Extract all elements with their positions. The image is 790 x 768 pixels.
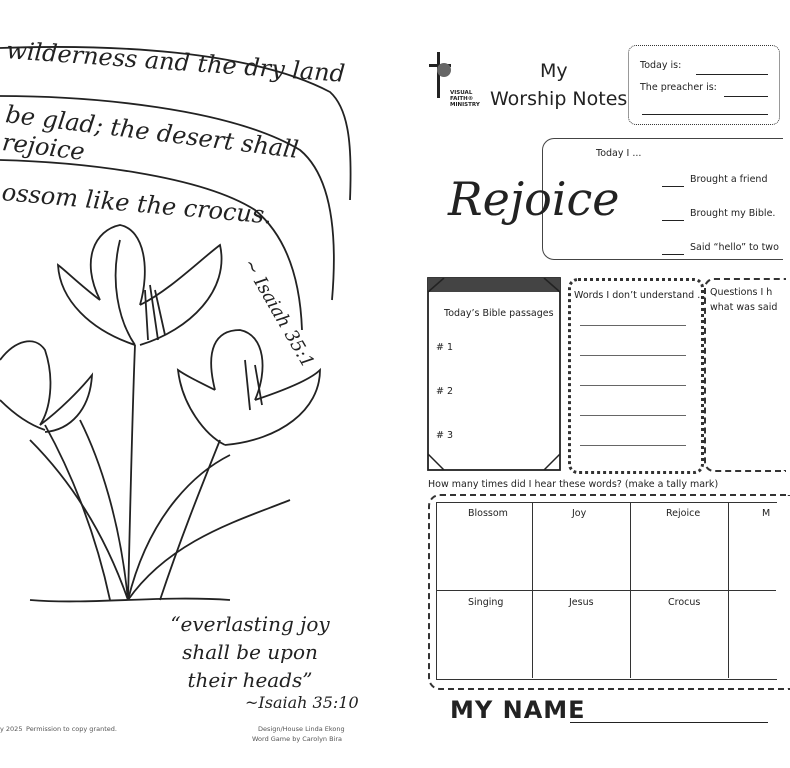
tally-divider-v2 [630,502,631,678]
checklist-item-3: Said “hello” to two [690,242,779,253]
preacher-field[interactable] [724,96,768,97]
words-line-1[interactable] [580,325,686,326]
bible-passages-title: Today’s Bible passages [444,308,554,319]
preacher-field-2[interactable] [642,114,768,115]
rejoice-title: Rejoice [448,172,620,226]
words-line-2[interactable] [580,355,686,356]
footer-design-credit: Design/House Linda Ekong [258,725,345,733]
words-line-5[interactable] [580,445,686,446]
checklist-line-3[interactable] [662,254,684,255]
tally-word-joy: Joy [572,508,587,519]
tally-divider-v3 [728,502,729,678]
tally-word-rejoice: Rejoice [666,508,701,519]
bible-passage-2: # 2 [436,386,454,397]
checklist-item-2: Brought my Bible. [690,208,776,219]
coloring-page [0,0,384,768]
tally-divider-v1 [532,502,533,678]
worship-notes-page [384,0,779,768]
verse-line-3: ossom like the crocus. [0,178,273,230]
preacher-label: The preacher is: [640,82,717,93]
checklist-item-1: Brought a friend [690,174,768,185]
footer-year: y 2025 [0,725,23,733]
quote-block [140,610,360,694]
tally-word-m: M [762,508,771,519]
my-name-label: MY NAME [450,696,586,724]
quote-line-1: “everlasting joy [170,612,330,636]
bible-passage-3: # 3 [436,430,454,441]
today-is-label: Today is: [640,60,682,71]
footer-permission: Permission to copy granted. [26,725,117,733]
words-title: Words I don’t understand ... [574,290,707,301]
title-worship-notes: Worship Notes [490,88,628,110]
questions-title: Questions I h [710,287,773,298]
verse-line-2: be glad; the desert shall rejoice [0,100,301,166]
ministry-logo-text: VISUAL FAITH® MINISTRY [450,90,480,108]
quote-line-3: their heads” [187,668,313,692]
tally-divider-h [436,590,776,591]
tally-word-singing: Singing [468,597,504,608]
title-my: My [540,60,568,82]
tally-word-crocus: Crocus [668,597,701,608]
quote-line-2: shall be upon [182,640,318,664]
bible-passage-1: # 1 [436,342,454,353]
tally-title: How many times did I hear these words? (make a tally mark) [428,479,719,490]
today-i-label: Today I ... [596,148,642,159]
tally-word-jesus: Jesus [569,597,594,608]
tally-grid [436,502,777,680]
words-line-3[interactable] [580,385,686,386]
my-name-field[interactable] [570,722,768,723]
verse-reference: ~ Isaiah 35:1 [238,255,319,372]
words-line-4[interactable] [580,415,686,416]
book-icon [426,276,562,472]
footer-game-credit: Word Game by Carolyn Bira [252,735,343,743]
checklist-line-2[interactable] [662,220,684,221]
quote-reference: ~Isaiah 35:10 [245,693,359,712]
questions-subtitle: what was said [710,302,778,313]
verse-line-1: wilderness and the dry land [5,36,346,88]
checklist-line-1[interactable] [662,186,684,187]
tally-word-blossom: Blossom [468,508,508,519]
today-is-field[interactable] [696,74,768,75]
